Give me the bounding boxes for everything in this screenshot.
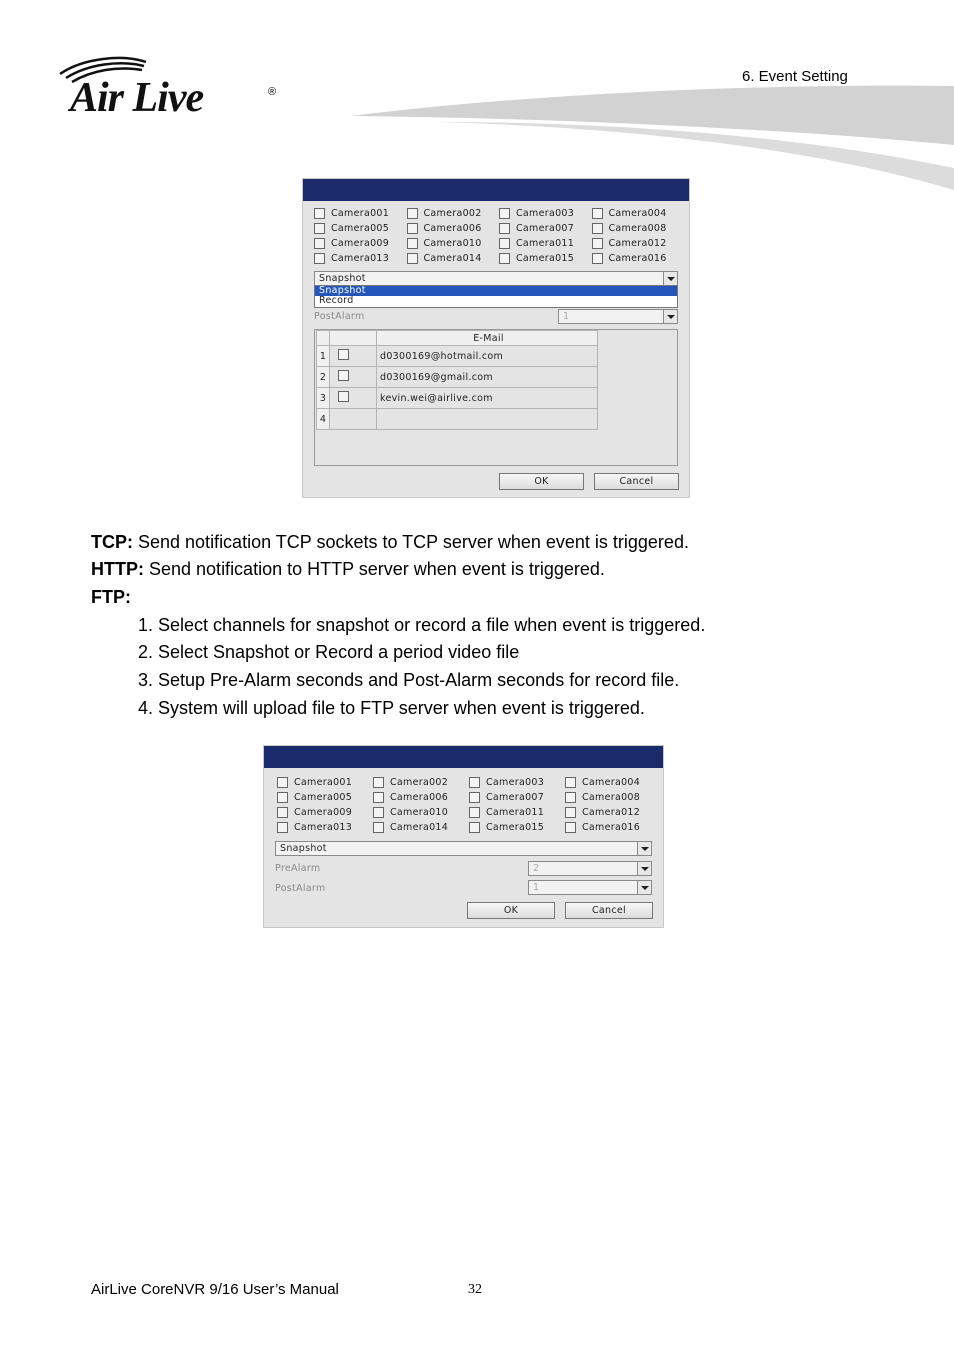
email-cell[interactable]: d0300169@hotmail.com	[377, 346, 598, 367]
camera-checkbox[interactable]	[565, 807, 576, 818]
camera-checkbox[interactable]	[277, 792, 288, 803]
camera-label: Camera014	[423, 253, 482, 264]
camera-label: Camera016	[608, 253, 667, 264]
mode-dropdown-list	[314, 285, 678, 308]
ftp-paragraph	[91, 587, 131, 607]
row-number: 3	[317, 388, 330, 409]
ftp-email-dialog-screenshot	[302, 178, 690, 498]
camera-checkbox-item[interactable]	[499, 223, 574, 234]
pre-alarm-select[interactable]	[528, 861, 652, 876]
list-item: 1. Select channels for snapshot or record a file when event is triggered.	[138, 615, 706, 635]
camera-checkbox-item[interactable]	[592, 238, 667, 249]
camera-label: Camera012	[608, 238, 667, 249]
table-row[interactable]	[317, 346, 598, 367]
camera-label: Camera013	[331, 253, 390, 264]
ok-button[interactable]: OK	[499, 473, 584, 490]
http-paragraph	[91, 559, 605, 579]
camera-checkbox-item[interactable]	[469, 822, 544, 833]
camera-checkbox[interactable]	[277, 777, 288, 788]
camera-checkbox-item[interactable]	[277, 807, 352, 818]
camera-checkbox-item[interactable]	[469, 807, 544, 818]
camera-label: Camera008	[608, 223, 667, 234]
camera-label: Camera005	[331, 223, 390, 234]
camera-checkbox-item[interactable]	[565, 777, 640, 788]
camera-checkbox-item[interactable]	[277, 792, 352, 803]
camera-checkbox[interactable]	[469, 792, 480, 803]
mode-select-value: Snapshot	[280, 843, 327, 854]
camera-checkbox[interactable]	[373, 822, 384, 833]
camera-checkbox-item[interactable]	[277, 822, 352, 833]
ftp-settings-dialog-screenshot	[263, 745, 664, 928]
registered-mark: ®	[268, 86, 277, 98]
airlive-logo	[58, 56, 288, 122]
camera-checkbox[interactable]	[373, 807, 384, 818]
pre-alarm-label: PreAlarm	[275, 863, 321, 874]
camera-checkbox-item[interactable]	[469, 777, 544, 788]
row-number: 2	[317, 367, 330, 388]
post-alarm-label: PostAlarm	[275, 883, 326, 894]
cancel-button[interactable]: Cancel	[594, 473, 679, 490]
table-row[interactable]	[317, 409, 598, 430]
tcp-text: Send notification TCP sockets to TCP server when event is triggered.	[133, 532, 689, 552]
camera-checkbox[interactable]	[277, 822, 288, 833]
list-item: 2. Select Snapshot or Record a period video file	[138, 642, 520, 662]
row-checkbox[interactable]	[338, 370, 349, 381]
camera-label: Camera016	[582, 822, 641, 833]
camera-checkbox[interactable]	[314, 208, 325, 219]
mode-select[interactable]	[314, 271, 678, 286]
camera-checkbox-item[interactable]	[565, 822, 640, 833]
camera-label: Camera008	[582, 792, 641, 803]
camera-checkbox-item[interactable]	[373, 777, 448, 788]
chevron-down-icon[interactable]	[637, 842, 651, 855]
camera-checkbox[interactable]	[469, 777, 480, 788]
email-cell[interactable]: d0300169@gmail.com	[377, 367, 598, 388]
camera-checkbox-item[interactable]	[469, 792, 544, 803]
camera-label: Camera001	[294, 777, 353, 788]
http-label: HTTP:	[91, 559, 144, 579]
camera-label: Camera003	[486, 777, 545, 788]
footer-manual-title: AirLive CoreNVR 9/16 User’s Manual	[91, 1281, 339, 1298]
dialog-titlebar	[303, 179, 689, 201]
camera-label: Camera002	[390, 777, 449, 788]
tcp-paragraph	[91, 532, 689, 552]
camera-label: Camera009	[331, 238, 390, 249]
cancel-button[interactable]: Cancel	[565, 902, 653, 919]
email-column-header: E-Mail	[377, 331, 598, 346]
post-alarm-label: PostAlarm	[314, 311, 365, 322]
mode-select-value: Snapshot	[319, 273, 366, 284]
camera-checkbox[interactable]	[499, 208, 510, 219]
camera-checkbox[interactable]	[592, 253, 603, 264]
camera-checkbox[interactable]	[499, 238, 510, 249]
ok-button[interactable]: OK	[467, 902, 555, 919]
camera-checkbox-item[interactable]	[277, 777, 352, 788]
camera-checkbox[interactable]	[499, 253, 510, 264]
camera-checkbox[interactable]	[565, 777, 576, 788]
camera-label: Camera012	[582, 807, 641, 818]
pre-alarm-value: 2	[533, 863, 540, 874]
camera-checkbox[interactable]	[277, 807, 288, 818]
row-checkbox[interactable]	[338, 349, 349, 360]
camera-label: Camera006	[423, 223, 482, 234]
camera-checkbox-item[interactable]	[407, 253, 482, 264]
section-title: 6. Event Setting	[742, 68, 848, 85]
camera-label: Camera005	[294, 792, 353, 803]
camera-checkbox[interactable]	[314, 253, 325, 264]
dropdown-option-snapshot[interactable]: Snapshot	[315, 286, 677, 296]
camera-label: Camera006	[390, 792, 449, 803]
camera-checkbox-item[interactable]	[565, 807, 640, 818]
camera-checkbox-item[interactable]	[314, 238, 389, 249]
camera-checkbox[interactable]	[592, 208, 603, 219]
http-text: Send notification to HTTP server when event is triggered.	[144, 559, 605, 579]
camera-label: Camera013	[294, 822, 353, 833]
table-row[interactable]	[317, 367, 598, 388]
camera-checkbox[interactable]	[314, 238, 325, 249]
camera-checkbox[interactable]	[407, 253, 418, 264]
camera-label: Camera014	[390, 822, 449, 833]
camera-checkbox-item[interactable]	[373, 792, 448, 803]
camera-checkbox[interactable]	[592, 238, 603, 249]
page-number: 32	[468, 1282, 482, 1297]
row-number: 4	[317, 409, 330, 430]
camera-checkbox-item[interactable]	[314, 208, 389, 219]
table-row[interactable]	[317, 388, 598, 409]
chevron-down-icon[interactable]	[663, 272, 677, 285]
camera-label: Camera007	[486, 792, 545, 803]
camera-checkbox[interactable]	[499, 223, 510, 234]
table-header-row	[317, 331, 598, 346]
chevron-down-icon[interactable]	[637, 881, 651, 894]
post-alarm-value: 1	[533, 882, 540, 893]
camera-label: Camera004	[608, 208, 667, 219]
camera-checkbox-item[interactable]	[407, 238, 482, 249]
camera-checkbox[interactable]	[407, 223, 418, 234]
camera-label: Camera004	[582, 777, 641, 788]
camera-checkbox[interactable]	[565, 792, 576, 803]
camera-checkbox[interactable]	[373, 777, 384, 788]
camera-label: Camera003	[516, 208, 575, 219]
chevron-down-icon[interactable]	[637, 862, 651, 875]
camera-checkbox-item[interactable]	[499, 253, 574, 264]
camera-label: Camera009	[294, 807, 353, 818]
post-alarm-select[interactable]	[558, 309, 678, 324]
camera-checkbox-item[interactable]	[373, 807, 448, 818]
camera-label: Camera010	[390, 807, 449, 818]
tcp-label: TCP:	[91, 532, 133, 552]
camera-checkbox[interactable]	[407, 238, 418, 249]
list-item: 4. System will upload file to FTP server when event is triggered.	[138, 698, 645, 718]
camera-label: Camera015	[486, 822, 545, 833]
camera-checkbox-item[interactable]	[592, 223, 667, 234]
camera-checkbox-item[interactable]	[407, 223, 482, 234]
camera-checkbox[interactable]	[565, 822, 576, 833]
camera-label: Camera002	[423, 208, 482, 219]
camera-checkbox[interactable]	[407, 208, 418, 219]
camera-checkbox[interactable]	[314, 223, 325, 234]
camera-checkbox-item[interactable]	[314, 223, 389, 234]
camera-label: Camera015	[516, 253, 575, 264]
camera-label: Camera007	[516, 223, 575, 234]
camera-checkbox[interactable]	[469, 822, 480, 833]
camera-checkbox-item[interactable]	[499, 238, 574, 249]
email-table-panel	[314, 329, 678, 466]
row-checkbox[interactable]	[338, 391, 349, 402]
camera-checkbox-item[interactable]	[592, 253, 667, 264]
camera-label: Camera011	[516, 238, 575, 249]
camera-checkbox[interactable]	[592, 223, 603, 234]
brand-wordmark: Air Live	[70, 75, 204, 121]
row-number: 1	[317, 346, 330, 367]
mode-select[interactable]	[275, 841, 652, 856]
post-alarm-value: 1	[563, 311, 570, 322]
camera-checkbox-item[interactable]	[314, 253, 389, 264]
ftp-label: FTP:	[91, 587, 131, 607]
camera-checkbox[interactable]	[373, 792, 384, 803]
chevron-down-icon[interactable]	[663, 310, 677, 323]
email-table	[316, 330, 598, 430]
list-item: 3. Setup Pre-Alarm seconds and Post-Alarm seconds for record file.	[138, 670, 680, 690]
camera-checkbox[interactable]	[469, 807, 480, 818]
camera-checkbox-item[interactable]	[373, 822, 448, 833]
camera-label: Camera010	[423, 238, 482, 249]
email-cell[interactable]	[377, 409, 598, 430]
dropdown-option-record[interactable]: Record	[319, 295, 354, 306]
camera-checkbox-item[interactable]	[592, 208, 667, 219]
camera-label: Camera001	[331, 208, 390, 219]
dialog-titlebar	[264, 746, 663, 768]
email-cell[interactable]: kevin.wei@airlive.com	[377, 388, 598, 409]
camera-checkbox-item[interactable]	[407, 208, 482, 219]
post-alarm-select[interactable]	[528, 880, 652, 895]
camera-checkbox-item[interactable]	[565, 792, 640, 803]
camera-label: Camera011	[486, 807, 545, 818]
camera-checkbox-item[interactable]	[499, 208, 574, 219]
